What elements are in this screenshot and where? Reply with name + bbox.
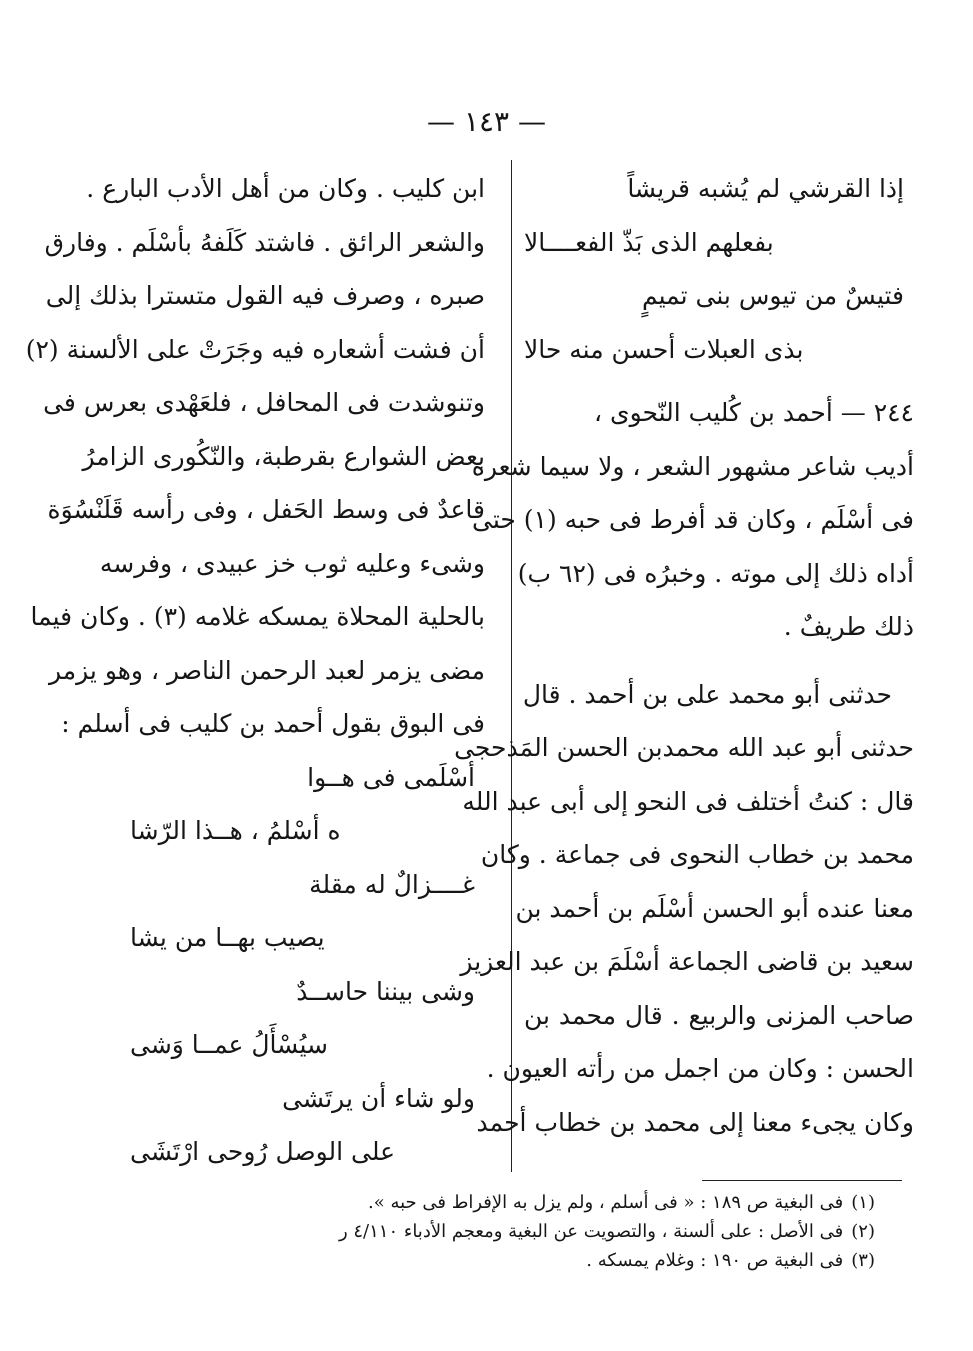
verse-line: بفعلهم الذى بَذّ الفعــــالا [524,227,774,257]
footnote [130,1188,875,1217]
text-line: أديب شاعر مشهور الشعر ، ولا سيما شعره [471,451,914,481]
text-line: بعض الشوارع بقرطبة، والنّكُورى الزامرُ [82,441,485,471]
text-line: حدثنى أبو عبد الله محمدبن الحسن المَذحجى [454,733,914,762]
footnote-text: فى البغية ص ١٩٠ : وغلام يمسكه . [586,1250,844,1271]
text-line: بالحلية المحلاة يمسكه غلامه (٣) . وكان فيما [30,602,485,631]
poem-line: ه أسْلمُ ، هــذا الرّشا [130,816,341,845]
text-line: فى البوق بقول أحمد بن كليب فى أسلم : [61,709,485,738]
right-column [454,162,914,1149]
footnote-text: فى البغية ص ١٨٩ : « فى أسلم ، ولم يزل به الإفراط فى حبه ». [368,1192,844,1213]
text-line: أن فشت أشعاره فيه وجَرَتْ على الألسنة (٢) [25,334,485,364]
footnote [130,1217,875,1246]
entry-heading: ٢٤٤ — أحمد بن كُليب النّحوى ، [593,398,914,427]
page-number: — ١٤٣ — [427,105,546,138]
text-line: معنا عنده أبو الحسن أسْلَم بن أحمد بن [515,893,914,923]
poem-line: ولو شاء أن يرتَشى [282,1083,475,1113]
footnote-mark: (٣) [851,1250,875,1271]
verse-line: بذى العبلات أحسن منه حالا [524,334,804,364]
text-line: وكان يجىء معنا إلى محمد بن خطاب أحمد [476,1107,914,1137]
text-line: صبره ، وصرف فيه القول متسترا بذلك إلى [45,281,485,310]
footnote-mark: (١) [851,1192,875,1213]
poem-line: أسْلَمى فى هــوا [307,762,475,792]
text-line: وتنوشدت فى المحافل ، فلعَهْدى بعرس فى [43,388,485,417]
verse-line: إذا القرشي لم يُشبه قريشاً [627,174,904,203]
poem-line: وشى بيننا حاســدٌ [296,976,475,1006]
text-line: فى أسْلَم ، وكان قد أفرط فى حبه (١) حتى [471,505,914,534]
verse-line: فتيسٌ من تيوس بنى تميمٍ [642,281,904,310]
text-line: الحسن : وكان من اجمل من رأته العيون . [486,1054,914,1083]
footnote-mark: (٢) [851,1221,875,1242]
footnote-rule [702,1180,902,1181]
text-line: ابن كليب . وكان من أهل الأدب البارع . [86,174,485,203]
left-column [25,162,485,1179]
text-line: أداه ذلك إلى موته . وخبرُه فى (٦٢ ب) [517,558,914,588]
poem-line: غــــزالٌ له مقلة [309,869,475,899]
text-line: صاحب المزنى والربيع . قال محمد بن [524,1000,914,1030]
text-line: سعيد بن قاضى الجماعة أسْلَمَ بن عبد العزيز [460,947,914,976]
poem-line: يصيب بهــا من يشا [130,923,325,952]
text-line: محمد بن خطاب النحوى فى جماعة . وكان [480,840,914,869]
text-line: ذلك طريفٌ . [783,612,914,641]
text-line: وشىء وعليه ثوب خز عبيدى ، وفرسه [99,548,485,578]
text-line: قاعدٌ فى وسط الحَفل ، وفى رأسه قَلَنْسُوَة [47,495,485,524]
footnote [130,1246,875,1275]
text-line: قال : كنتُ أختلف فى النحو إلى أبى عبد الله [462,786,914,816]
text-line: مضى يزمر لعبد الرحمن الناصر ، وهو يزمر [48,655,485,685]
footnotes [130,1188,875,1275]
column-divider [511,160,512,1172]
poem-line: على الوصل رُوحى ارْتَشَى [130,1137,396,1166]
text-line: والشعر الرائق . فاشتد كَلَفهُ بأسْلَم . وفارق [44,227,485,257]
poem-line: سيُسْأَلُ عمــا وَشى [130,1030,328,1059]
footnote-text: فى الأصل : على ألسنة ، والتصويت عن البغية ومعجم الأدباء ٤/١١٠ ر [338,1221,844,1242]
text-line: حدثنى أبو محمد على بن أحمد . قال [522,679,892,709]
